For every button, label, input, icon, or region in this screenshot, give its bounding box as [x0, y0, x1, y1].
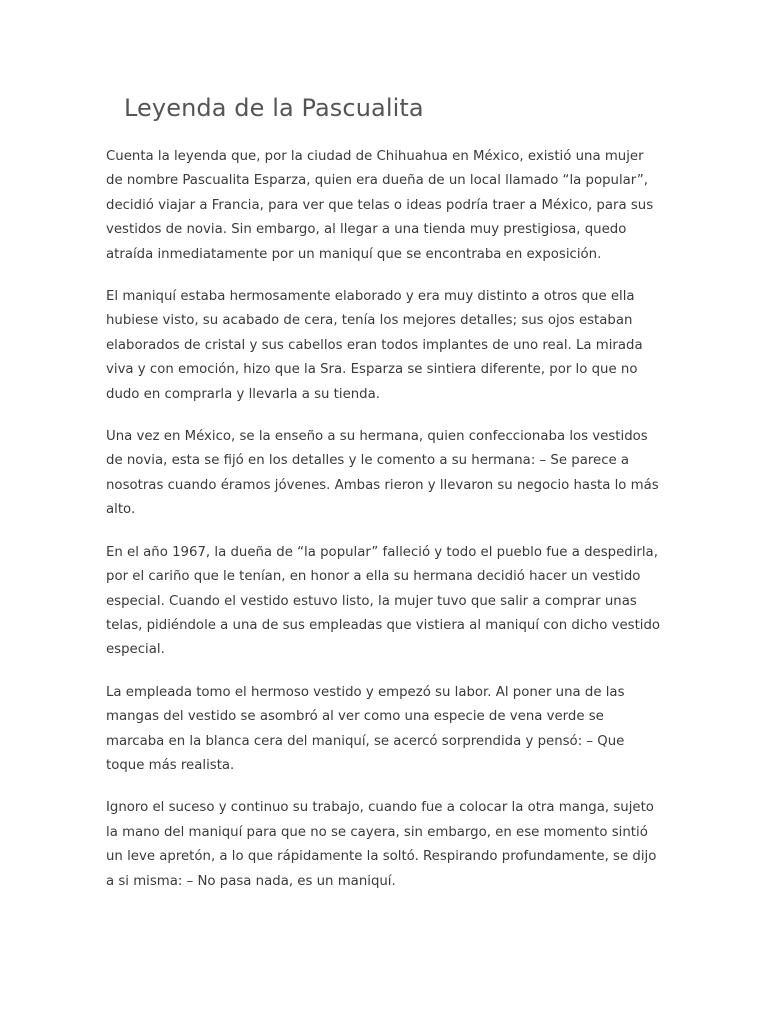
text-line: atraída inmediatamente por un maniquí que se encontraba en exposición. [106, 246, 602, 262]
text-line: Cuenta la leyenda que, por la ciudad de Chihuahua en México, existió una mujer [106, 149, 644, 164]
document-body [106, 145, 666, 912]
paragraph-1 [106, 145, 666, 267]
text-line: la mano del maniquí para que no se cayera, sin embargo, en ese momento sintió [106, 824, 648, 840]
paragraph-2 [106, 285, 666, 407]
text-line: marcaba en la blanca cera del maniquí, se acercó sorprendida y pensó: – Que [106, 733, 625, 749]
document-title: Leyenda de la Pascualita [124, 94, 424, 122]
text-line: alto. [106, 502, 136, 518]
text-line: En el año 1967, la dueña de “la popular” falleció y todo el pueblo fue a despedirla, [106, 544, 658, 560]
text-line: dudo en comprarla y llevarla a su tienda. [106, 386, 381, 402]
text-line: elaborados de cristal y sus cabellos eran todos implantes de uno real. La mirada [106, 337, 643, 353]
text-line: mangas del vestido se asombró al ver como una especie de vena verde se [106, 709, 604, 725]
paragraph-4 [106, 541, 666, 663]
text-line: toque más realista. [106, 757, 235, 773]
text-line: a si misma: – No pasa nada, es un maniquí. [106, 873, 396, 889]
text-line: de novia, esta se fijó en los detalles y le comento a su hermana: – Se parece a [106, 453, 630, 469]
paragraph-6 [106, 796, 666, 894]
text-line: La empleada tomo el hermoso vestido y empezó su labor. Al poner una de las [106, 684, 625, 700]
text-line: El maniquí estaba hermosamente elaborado y era muy distinto a otros que ella [106, 289, 635, 305]
text-line: vestidos de novia. Sin embargo, al llegar a una tienda muy prestigiosa, quedo [106, 222, 627, 238]
text-line: por el cariño que le tenían, en honor a ella su hermana decidió hacer un vestido [106, 569, 641, 585]
text-line: hubiese visto, su acabado de cera, tenía los mejores detalles; sus ojos estaban [106, 313, 633, 329]
paragraph-5 [106, 681, 666, 779]
text-line: telas, pidiéndole a una de sus empleadas que vistiera al maniquí con dicho vestido [106, 617, 661, 633]
text-line: Una vez en México, se la enseño a su hermana, quien confeccionaba los vestidos [106, 429, 648, 445]
text-line: viva y con emoción, hizo que la Sra. Esparza se sintiera diferente, por lo que no [106, 362, 638, 378]
text-line: de nombre Pascualita Esparza, quien era dueña de un local llamado “la popular”, [106, 173, 648, 189]
text-line: Ignoro el suceso y continuo su trabajo, cuando fue a colocar la otra manga, sujeto [106, 800, 654, 816]
text-line: especial. [106, 642, 165, 658]
text-line: un leve apretón, a lo que rápidamente la soltó. Respirando profundamente, se dijo [106, 849, 657, 865]
paragraph-3 [106, 425, 666, 523]
text-line: especial. Cuando el vestido estuvo listo, la mujer tuvo que salir a comprar unas [106, 593, 637, 609]
text-line: decidió viajar a Francia, para ver que telas o ideas podría traer a México, para sus [106, 197, 654, 213]
text-line: nosotras cuando éramos jóvenes. Ambas rieron y llevaron su negocio hasta lo más [106, 477, 659, 493]
